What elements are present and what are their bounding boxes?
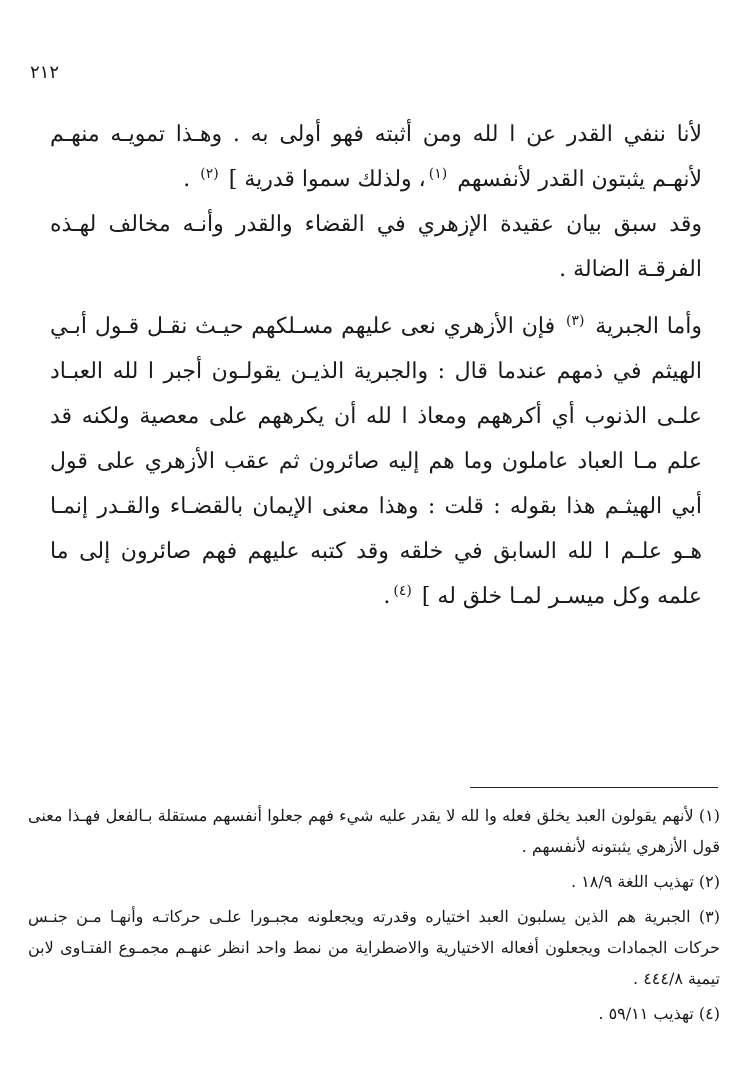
paragraph-1-text: لأنا ننفي القدر عن ا لله ومن أثبته فهو أولى به . وهـذا تمويـه منهـم لأنهـم يثبتون القدر لأنفسهم (50, 122, 702, 192)
paragraph-1-end: . (183, 167, 191, 192)
footnotes (28, 800, 720, 1029)
paragraph-1 (50, 112, 702, 202)
page-number: ٢١٢ (30, 62, 60, 83)
paragraph-1-mid: ، ولذلك سموا قدرية ] (228, 167, 426, 192)
footnote-ref-1: (١) (428, 165, 448, 182)
paragraph-3-text: فإن الأزهري نعى عليهم مسـلكهم حيـث نقـل قـول أبـي الهيثم في ذمهم عندما قال : والجبرية الذيـن يقولـون أجبر ا لله العبـاد علـى الذنوب أي أكرههم ومعاذ ا لله أن يكرههم على معصية ولكنه قد علم مـا العباد عاملون وما هم إليه صائرون ثم عقب الأزهري على قول أبي الهيثـم هذا بقوله : قلت : وهذا معنى الإيمان بالقضـاء والقـدر إنمـا هـو علـم ا لله السابق في خلقه وقد كتبه عليهم فهم صائرون إلى ما علمه وكل ميسـر لمـا خلق له ] (50, 314, 702, 609)
footnote-ref-2: (٢) (200, 165, 219, 182)
paragraph-3 (50, 304, 702, 619)
paragraph-2-text: وقد سبق بيان عقيدة الإزهري في القضاء والقدر وأنـه مخالف لهـذه الفرقـة الضالة . (50, 212, 702, 282)
paragraph-2 (50, 202, 702, 292)
footnote-2: (٢) تهذيب اللغة ١٨/٩ . (571, 872, 720, 891)
paragraph-3-end: . (383, 584, 391, 609)
footnote-ref-3: (٣) (565, 312, 585, 329)
footnote-3: (٣) الجبرية هم الذين يسلبون العبد اختياره وقدرته ويجعلونه مجبـورا علـى حركاتـه وأنهـا مـن جنـس حركات الجمادات ويجعلون أفعاله الاختيارية والاضطراية من نمط واحد انظر عنهـم مجمـوع الفتـاوى لابن تيمية ٤٤٤/٨ . (28, 907, 720, 988)
footnote-1: (١) لأنهم يقولون العبد يخلق فعله وا لله لا يقدر عليه شيء فهم جعلوا أنفسهم مستقلة بـالفعل فهـذا معنى قول الأزهري يثبتونه لأنفسهم . (28, 806, 720, 856)
paragraph-3-start: وأما الجبرية (595, 314, 703, 339)
footnote-4: (٤) تهذيب ٥٩/١١ . (598, 1004, 720, 1023)
footnote-ref-4: (٤) (393, 582, 412, 599)
main-body-text (50, 112, 702, 619)
footnote-separator (470, 787, 718, 788)
